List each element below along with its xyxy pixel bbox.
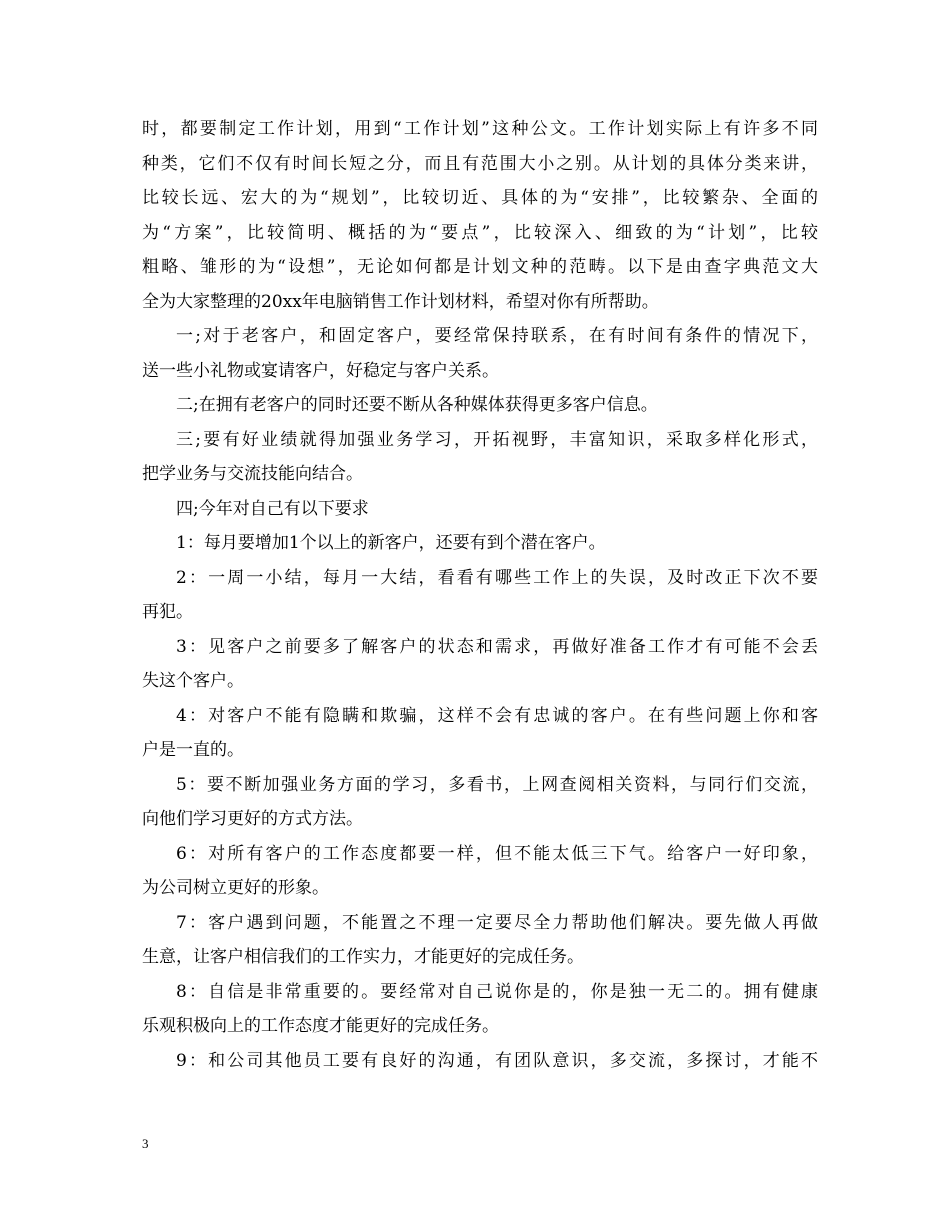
paragraph-line: 四;今年对自己有以下要求 xyxy=(176,498,369,519)
paragraph-line: 一;对于老客户，和固定客户，要经常保持联系，在有时间有条件的情况下， xyxy=(176,326,818,346)
paragraph-line: 9：和公司其他员工要有良好的沟通，有团队意识，多交流，多探讨，才能不 xyxy=(176,1050,818,1071)
paragraph-line: 粗略、雏形的为“设想”，无论如何都是计划文种的范畴。以下是由查字典范文大 xyxy=(142,257,818,277)
paragraph-line: 生意，让客户相信我们的工作实力，才能更好的完成任务。 xyxy=(142,947,584,967)
document-body xyxy=(142,112,818,1078)
paragraph-line: 乐观积极向上的工作态度才能更好的完成任务。 xyxy=(142,1016,499,1036)
paragraph-line: 时，都要制定工作计划，用到“工作计划”这种公文。工作计划实际上有许多不同 xyxy=(142,119,818,139)
page-number: 3 xyxy=(142,1136,149,1151)
paragraph-line: 全为大家整理的20xx年电脑销售工作计划材料，希望对你有所帮助。 xyxy=(142,291,659,312)
paragraph-line: 再犯。 xyxy=(142,602,193,622)
paragraph-line: 向他们学习更好的方式方法。 xyxy=(142,809,363,829)
paragraph-line: 1：每月要增加1个以上的新客户，还要有到个潜在客户。 xyxy=(176,533,606,553)
paragraph-line: 为“方案”，比较简明、概括的为“要点”，比较深入、细致的为“计划”，比较 xyxy=(142,222,818,243)
paragraph-line: 8：自信是非常重要的。要经常对自己说你是的，你是独一无二的。拥有健康 xyxy=(176,981,818,1002)
paragraph-line: 3：见客户之前要多了解客户的状态和需求，再做好准备工作才有可能不会丢 xyxy=(176,636,818,657)
paragraph-line: 把学业务与交流技能向结合。 xyxy=(142,464,363,484)
paragraph-line: 二;在拥有老客户的同时还要不断从各种媒体获得更多客户信息。 xyxy=(176,395,658,415)
paragraph-line: 4：对客户不能有隐瞒和欺骗，这样不会有忠诚的客户。在有些问题上你和客 xyxy=(176,705,818,726)
paragraph-line: 6：对所有客户的工作态度都要一样，但不能太低三下气。给客户一好印象， xyxy=(176,843,818,864)
paragraph-line: 种类，它们不仅有时间长短之分，而且有范围大小之别。从计划的具体分类来讲， xyxy=(142,153,818,174)
paragraph-line: 7：客户遇到问题，不能置之不理一定要尽全力帮助他们解决。要先做人再做 xyxy=(176,912,818,933)
paragraph-line: 5：要不断加强业务方面的学习，多看书，上网查阅相关资料，与同行们交流， xyxy=(176,774,818,795)
paragraph-line: 三;要有好业绩就得加强业务学习，开拓视野，丰富知识，采取多样化形式， xyxy=(176,429,818,450)
paragraph-line: 2：一周一小结，每月一大结，看看有哪些工作上的失误，及时改正下次不要 xyxy=(176,567,818,588)
paragraph-line: 送一些小礼物或宴请客户，好稳定与客户关系。 xyxy=(142,360,499,381)
paragraph-line: 为公司树立更好的形象。 xyxy=(142,878,329,898)
paragraph-line: 比较长远、宏大的为“规划”，比较切近、具体的为“安排”，比较繁杂、全面的 xyxy=(142,188,818,208)
paragraph-line: 户是一直的。 xyxy=(142,740,244,760)
paragraph-line: 失这个客户。 xyxy=(142,671,244,691)
